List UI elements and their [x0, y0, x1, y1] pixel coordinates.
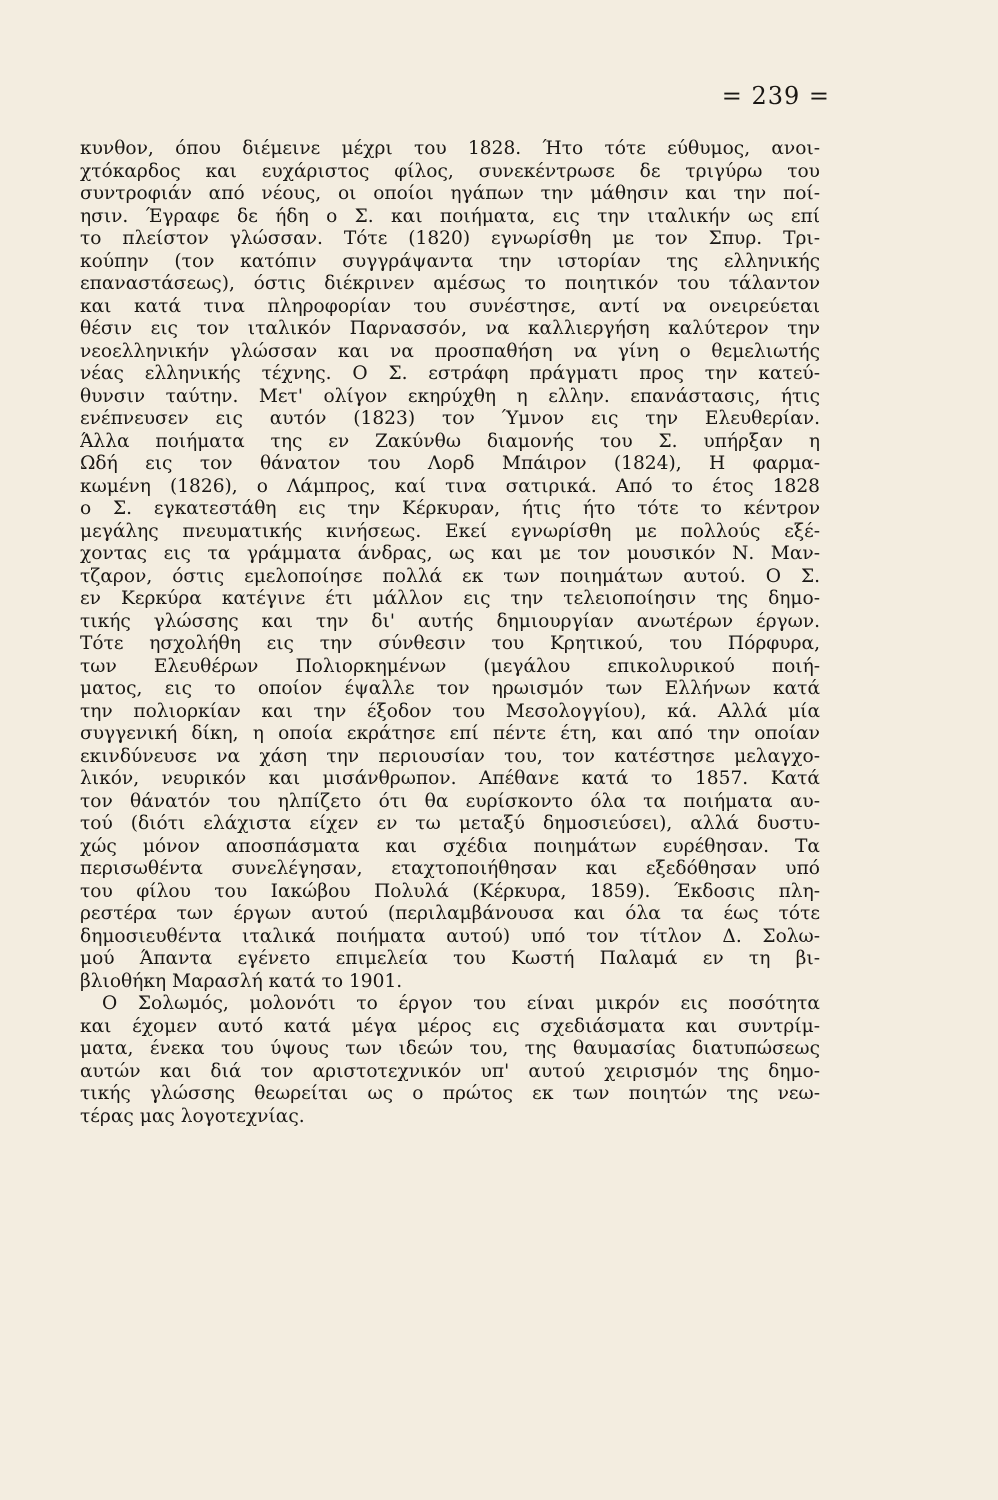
text-line: του φίλου του Ιακώβου Πολυλά (Κέρκυρα, 1859). Έκδοσις πλη- — [80, 880, 820, 902]
text-line: αυτών και διά τον αριστοτεχνικόν υπ' αυτού χειρισμόν της δημο- — [80, 1060, 820, 1082]
text-line: κούπην (τον κατόπιν συγγράψαντα την ιστορίαν της ελληνικής — [80, 250, 820, 272]
text-line: τον θάνατόν του ηλπίζετο ότι θα ευρίσκοντο όλα τα ποιήματα αυ- — [80, 790, 820, 812]
text-line: Άλλα ποιήματα της εν Ζακύνθω διαμονής του Σ. υπήρξαν η — [80, 430, 820, 452]
text-line: κωμένη (1826), ο Λάμπρος, καί τινα σατιρικά. Από το έτος 1828 — [80, 475, 820, 497]
body-text — [80, 138, 820, 1128]
text-line: ρεστέρα των έργων αυτού (περιλαμβάνουσα και όλα τα έως τότε — [80, 903, 820, 924]
text-line: μού Άπαντα εγένετο επιμελεία του Κωστή Παλαμά εν τη βι- — [80, 948, 820, 969]
text-line: και έχομεν αυτό κατά μέγα μέρος εις σχεδιάσματα και συντρίμ- — [80, 1015, 820, 1037]
text-line: Τότε ησχολήθη εις την σύνθεσιν του Κρητικού, του Πόρφυρα, — [80, 633, 820, 654]
text-line: επαναστάσεως), όστις διέκρινεν αμέσως το ποιητικόν του τάλαντον — [80, 273, 820, 294]
text-line: Ο Σολωμός, μολονότι το έργον του είναι μικρόν εις ποσότητα — [102, 993, 820, 1014]
text-line: θέσιν εις τον ιταλικόν Παρνασσόν, να καλλιεργήση καλύτερον την — [80, 318, 820, 339]
page-number: = 239 = — [721, 82, 830, 110]
text-line: βλιοθήκη Μαρασλή κατά το 1901. — [80, 970, 403, 992]
text-line: τέρας μας λογοτεχνίας. — [80, 1105, 305, 1127]
text-line: θυνσιν ταύτην. Μετ' ολίγον εκηρύχθη η ελλην. επανάστασις, ήτις — [80, 385, 820, 407]
text-line: τικής γλώσσης θεωρείται ως ο πρώτος εκ των ποιητών της νεω- — [80, 1083, 820, 1104]
text-line: το πλείστον γλώσσαν. Τότε (1820) εγνωρίσθη με τον Σπυρ. Τρι- — [80, 228, 820, 249]
text-line: των Ελευθέρων Πολιορκημένων (μεγάλου επικολυρικού ποιή- — [80, 655, 820, 677]
text-line: κυνθον, όπου διέμεινε μέχρι του 1828. Ήτο τότε εύθυμος, ανοι- — [80, 138, 820, 159]
text-line: συντροφιάν από νέους, οι οποίοι ηγάπων την μάθησιν και την ποί- — [80, 183, 820, 204]
text-line: Ωδή εις τον θάνατον του Λορδ Μπάιρον (1824), Η φαρμα- — [80, 453, 820, 474]
text-line: τού (διότι ελάχιστα είχεν εν τω μεταξύ δημοσιεύσει), αλλά δυστυ- — [80, 813, 820, 834]
text-line: ησιν. Έγραφε δε ήδη ο Σ. και ποιήματα, εις την ιταλικήν ως επί — [80, 205, 820, 227]
text-line: νέας ελληνικής τέχνης. Ο Σ. εστράφη πράγματι προς την κατεύ- — [80, 363, 820, 384]
text-line: λικόν, νευρικόν και μισάνθρωπον. Απέθανε κατά το 1857. Κατά — [80, 768, 820, 789]
text-line: ματα, ένεκα του ύψους των ιδεών του, της θαυμασίας διατυπώσεως — [80, 1038, 820, 1059]
text-line: εν Κερκύρα κατέγινε έτι μάλλον εις την τελειοποίησιν της δημο- — [80, 588, 820, 609]
text-line: νεοελληνικήν γλώσσαν και να προσπαθήση να γίνη ο θεμελιωτής — [80, 340, 820, 362]
text-line: δημοσιευθέντα ιταλικά ποιήματα αυτού) υπό τον τίτλον Δ. Σολω- — [80, 925, 820, 947]
text-line: και κατά τινα πληροφορίαν του συνέστησε, αντί να ονειρεύεται — [80, 295, 820, 317]
text-line: χώς μόνον αποσπάσματα και σχέδια ποιημάτων ευρέθησαν. Τα — [80, 835, 820, 857]
text-line: χτόκαρδος και ευχάριστος φίλος, συνεκέντρωσε δε τριγύρω του — [80, 160, 820, 182]
text-line: εκινδύνευσε να χάση την περιουσίαν του, τον κατέστησε μελαγχο- — [80, 745, 820, 767]
text-line: τικής γλώσσης και την δι' αυτής δημιουργίαν ανωτέρων έργων. — [80, 610, 820, 632]
text-line: ματος, εις το οποίον έψαλλε τον ηρωισμόν των Ελλήνων κατά — [80, 678, 820, 699]
text-line: τζαρον, όστις εμελοποίησε πολλά εκ των ποιημάτων αυτού. Ο Σ. — [80, 565, 820, 587]
text-line: χοντας εις τα γράμματα άνδρας, ως και με τον μουσικόν Ν. Μαν- — [80, 543, 820, 564]
text-line: την πολιορκίαν και την έξοδον του Μεσολογγίου), κά. Αλλά μία — [80, 700, 820, 722]
text-line: συγγενική δίκη, η οποία εκράτησε επί πέντε έτη, και από την οποίαν — [80, 723, 820, 744]
text-line: ο Σ. εγκατεστάθη εις την Κέρκυραν, ήτις ήτο τότε το κέντρον — [80, 498, 820, 519]
text-line: ενέπνευσεν εις αυτόν (1823) τον Ύμνον εις την Ελευθερίαν. — [80, 408, 820, 429]
text-line: περισωθέντα συνελέγησαν, εταχτοποιήθησαν και εξεδόθησαν υπό — [80, 858, 820, 879]
text-line: μεγάλης πνευματικής κινήσεως. Εκεί εγνωρίσθη με πολλούς εξέ- — [80, 520, 820, 542]
